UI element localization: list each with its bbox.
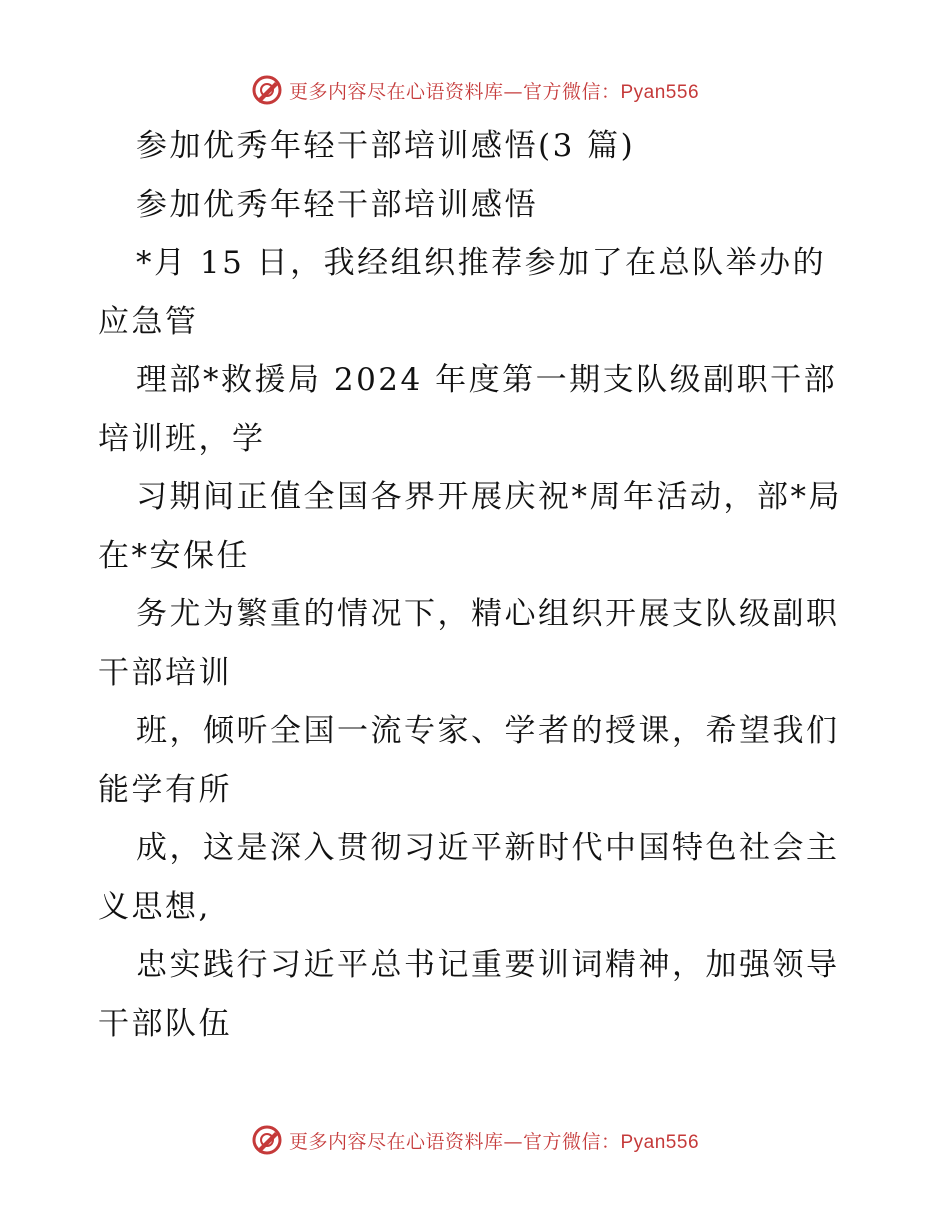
paragraph-line: 务尤为繁重的情况下，精心组织开展支队级副职	[136, 596, 840, 632]
paragraph-line: 干部队伍	[98, 1005, 232, 1042]
footer-watermark	[0, 1120, 950, 1160]
paragraph-line: 习期间正值全国各界开展庆祝*周年活动，部*局	[136, 479, 842, 515]
watermark-account: Pyan556	[620, 81, 700, 103]
document-body	[98, 117, 858, 1053]
paragraph-line: 培训班，学	[98, 420, 266, 457]
paragraph-line: 能学有所	[98, 771, 232, 808]
paragraph-line: 干部培训	[98, 654, 232, 691]
brand-logo-icon	[251, 1124, 283, 1156]
paragraph-line: *月 15 日，我经组织推荐参加了在总队举办的	[136, 245, 827, 281]
watermark-text: 更多内容尽在心语资料库—官方微信：Pyan556	[288, 80, 700, 103]
paragraph-line: 义思想,	[98, 888, 211, 925]
paragraph-line: 应急管	[98, 303, 199, 340]
paragraph-line: 成，这是深入贯彻习近平新时代中国特色社会主	[136, 830, 840, 866]
paragraph-line: 理部*救援局 2024 年度第一期支队级副职干部	[136, 362, 838, 398]
paragraph-line: 在*安保任	[98, 537, 250, 574]
paragraph-line: 班，倾听全国一流专家、学者的授课，希望我们	[136, 713, 840, 749]
brand-logo-icon	[251, 74, 283, 106]
watermark-text: 更多内容尽在心语资料库—官方微信：Pyan556	[288, 1130, 700, 1153]
document-title: 参加优秀年轻干部培训感悟(3 篇)	[136, 128, 636, 164]
section-heading: 参加优秀年轻干部培训感悟	[136, 186, 538, 223]
header-watermark	[0, 70, 950, 110]
watermark-account: Pyan556	[620, 1131, 700, 1153]
paragraph-line: 忠实践行习近平总书记重要训词精神，加强领导	[136, 947, 840, 983]
